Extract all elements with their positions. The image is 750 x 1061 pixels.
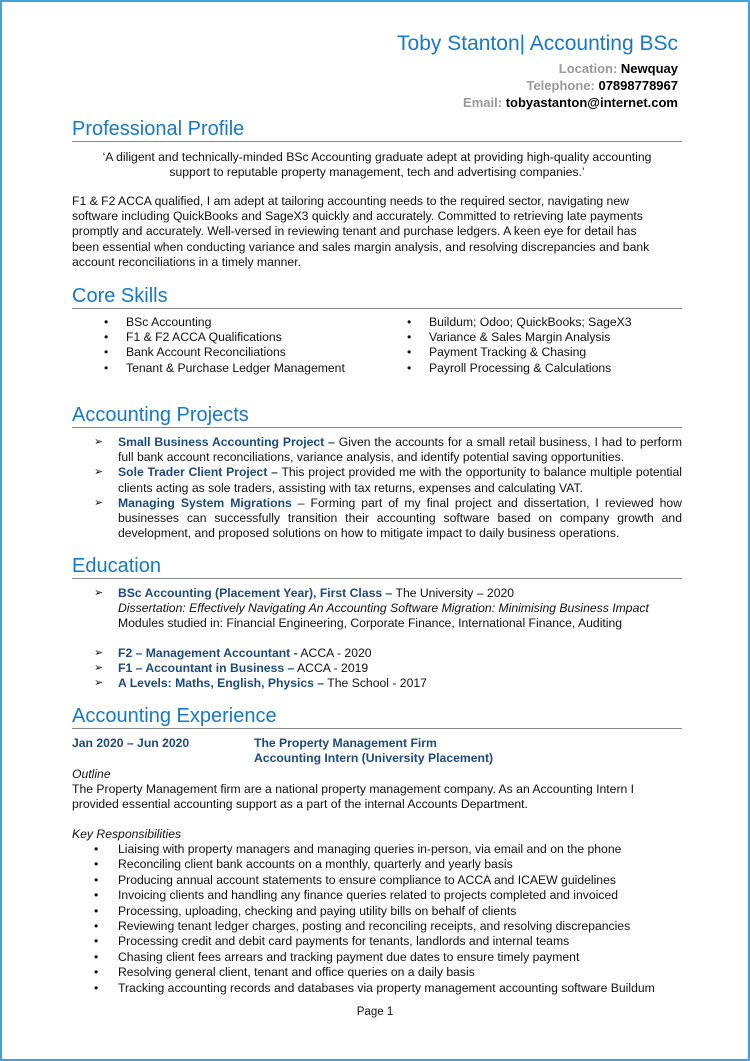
responsibility-text: Producing annual account statements to ensure compliance to ACCA and ICAEW guidelines <box>118 872 616 887</box>
email-value: tobyastanton@internet.com <box>505 95 678 110</box>
project-title: Managing System Migrations <box>118 495 292 510</box>
project-description: This project provided me with the opportunity to balance multiple potential clients acting as sole traders, assisting with tax returns, expenses and calculating VAT. <box>118 465 682 495</box>
profile-quote-line: ‘A diligent and technically-minded BSc Accounting graduate adept at providing high-quality accounting <box>102 150 652 164</box>
qualification-detail: The School - 2017 <box>324 676 427 691</box>
telephone-label: Telephone: <box>526 78 595 93</box>
qualification-title: A Levels: Maths, English, Physics – <box>118 676 325 691</box>
responsibility-item <box>72 981 682 996</box>
contact-block <box>463 60 678 111</box>
responsibility-item <box>72 888 682 903</box>
profile-quote-line: support to reputable property management, tech and advertising companies.’ <box>169 165 585 180</box>
bullet-icon: • <box>94 949 99 964</box>
skills-list-left <box>96 315 345 376</box>
project-item <box>72 465 682 495</box>
arrow-bullet-icon: ➢ <box>94 677 104 690</box>
outline-line: The Property Management firm are a national property management company. As an Accounting Intern I <box>72 782 635 796</box>
skills-list-right <box>399 315 632 376</box>
degree-item <box>72 586 682 601</box>
section-professional-profile: Professional Profile <box>72 117 682 142</box>
qualification-detail: ACCA - 2020 <box>297 646 372 660</box>
arrow-bullet-icon: ➢ <box>94 436 104 448</box>
section-education: Education <box>72 554 682 579</box>
responsibility-item <box>72 904 682 919</box>
bullet-icon: • <box>94 980 99 995</box>
project-description: – Forming part of my final project and dissertation, I reviewed how businesses can successfully transition their accounting software based on company growth and development, and proposed solutions on how to mitigate impact to daily business operations. <box>118 495 682 541</box>
skill-item: • F1 & F2 ACCA Qualifications <box>96 330 345 345</box>
section-accounting-projects: Accounting Projects <box>72 403 682 428</box>
bullet-icon: • <box>94 888 99 903</box>
page-number: Page 1 <box>356 1006 394 1018</box>
responsibility-item <box>72 873 682 888</box>
responsibilities-label: Key Responsibilities <box>72 827 182 841</box>
project-title: Small Business Accounting Project – <box>118 435 335 449</box>
project-item <box>72 496 682 542</box>
bullet-icon: • <box>94 842 99 856</box>
profile-summary-line: F1 & F2 ACCA qualified, I am adept at tailoring accounting needs to the required sector, navigating new <box>72 194 629 208</box>
project-item <box>72 435 682 465</box>
profile-summary-line: promptly and accurately. Well-versed in reviewing tenant and purchase ledgers. A keen eye for detail has <box>72 224 637 239</box>
responsibilities-list <box>72 842 682 996</box>
outline-text <box>72 782 682 812</box>
profile-summary-line: software including QuickBooks and SageX3 quickly and accurately. Committed to retrieving late payments <box>72 209 643 224</box>
section-core-skills: Core Skills <box>72 284 682 309</box>
qualification-item <box>72 676 682 691</box>
responsibility-item <box>72 919 682 934</box>
modules-line <box>72 616 682 631</box>
projects-list <box>72 435 682 541</box>
responsibility-text: Processing, uploading, checking and paying utility bills on behalf of clients <box>118 903 517 918</box>
skill-item: • Bank Account Reconciliations <box>96 345 345 360</box>
bullet-icon: • <box>94 934 99 949</box>
responsibility-text: Invoicing clients and handling any finance queries related to projects completed and invoiced <box>118 888 619 903</box>
outline-line: provided essential accounting support as a part of the internal Accounts Department. <box>72 797 528 812</box>
responsibility-text: Processing credit and debit card payments for tenants, landlords and internal teams <box>118 934 570 949</box>
responsibility-text: Chasing client fees arrears and tracking payment due dates to ensure timely payment <box>118 949 580 964</box>
modules-text: Modules studied in: Financial Engineering, Corporate Finance, International Finance, Auditing <box>118 616 623 631</box>
section-accounting-experience: Accounting Experience <box>72 704 682 729</box>
arrow-bullet-icon: ➢ <box>94 496 104 509</box>
responsibility-item <box>72 842 682 857</box>
degree-institution: The University – 2020 <box>392 586 515 600</box>
responsibility-item <box>72 934 682 949</box>
project-title: Sole Trader Client Project – <box>118 465 278 480</box>
responsibility-item <box>72 965 682 980</box>
arrow-bullet-icon: ➢ <box>94 647 104 659</box>
qualification-title: F2 – Management Accountant - <box>118 646 298 660</box>
profile-summary-line: account reconciliations in a timely manner. <box>72 254 301 269</box>
arrow-bullet-icon: ➢ <box>94 587 104 599</box>
bullet-icon: • <box>94 857 99 872</box>
job-dates: Jan 2020 – Jun 2020 <box>72 736 190 750</box>
responsibility-text: Reconciling client bank accounts on a monthly, quarterly and yearly basis <box>118 857 513 872</box>
bullet-icon: • <box>94 965 99 980</box>
qualification-item <box>72 646 682 661</box>
skill-item: • BSc Accounting <box>96 315 345 330</box>
email-label: Email: <box>463 95 503 110</box>
responsibility-item <box>72 857 682 872</box>
responsibility-text: Liaising with property managers and managing queries in-person, via email and on the phone <box>118 842 622 856</box>
location-label: Location: <box>558 61 618 76</box>
job-company: The Property Management Firm <box>254 736 437 750</box>
location-value: Newquay <box>620 61 678 76</box>
bullet-icon: • <box>94 919 99 934</box>
responsibility-text: Resolving general client, tenant and office queries on a daily basis <box>118 965 475 980</box>
skill-item: • Payment Tracking & Chasing <box>399 345 632 360</box>
qualification-detail: ACCA - 2019 <box>294 661 369 676</box>
arrow-bullet-icon: ➢ <box>94 662 104 675</box>
skill-item: • Variance & Sales Margin Analysis <box>399 330 632 345</box>
skill-item: • Payroll Processing & Calculations <box>399 361 632 376</box>
dissertation-line <box>72 601 682 616</box>
education-quals <box>72 646 682 692</box>
bullet-icon: • <box>94 872 99 887</box>
project-description: Given the accounts for a small retail business, I had to perform full bank account reconciliations, variance analysis, and identify potential saving opportunities. <box>118 435 682 465</box>
profile-quote <box>72 150 682 180</box>
job-role: Accounting Intern (University Placement) <box>254 751 494 765</box>
profile-summary-line: been essential when conducting variance and sales margin analysis, and resolving discrepancies and bank <box>72 239 650 254</box>
dissertation-text: Dissertation: Effectively Navigating An Accounting Software Migration: Minimising Business Impact <box>118 601 649 616</box>
telephone-value: 07898778967 <box>598 78 678 93</box>
qualification-title: F1 – Accountant in Business – <box>118 661 295 676</box>
bullet-icon: • <box>94 903 99 918</box>
responsibility-item <box>72 950 682 965</box>
profile-summary <box>72 194 682 270</box>
qualification-item <box>72 661 682 676</box>
candidate-name: Toby Stanton| Accounting BSc <box>397 32 678 55</box>
skill-item: • Buildum; Odoo; QuickBooks; SageX3 <box>399 315 632 330</box>
degree-title: BSc Accounting (Placement Year), First Class – <box>118 586 393 600</box>
responsibility-text: Tracking accounting records and databases via property management accounting software Buildum <box>118 980 655 995</box>
education-degree <box>72 586 682 632</box>
arrow-bullet-icon: ➢ <box>94 466 104 479</box>
responsibility-text: Reviewing tenant ledger charges, posting and reconciling receipts, and resolving discrepancies <box>118 919 631 934</box>
outline-label: Outline <box>72 767 111 781</box>
skill-item: • Tenant & Purchase Ledger Management <box>96 361 345 376</box>
